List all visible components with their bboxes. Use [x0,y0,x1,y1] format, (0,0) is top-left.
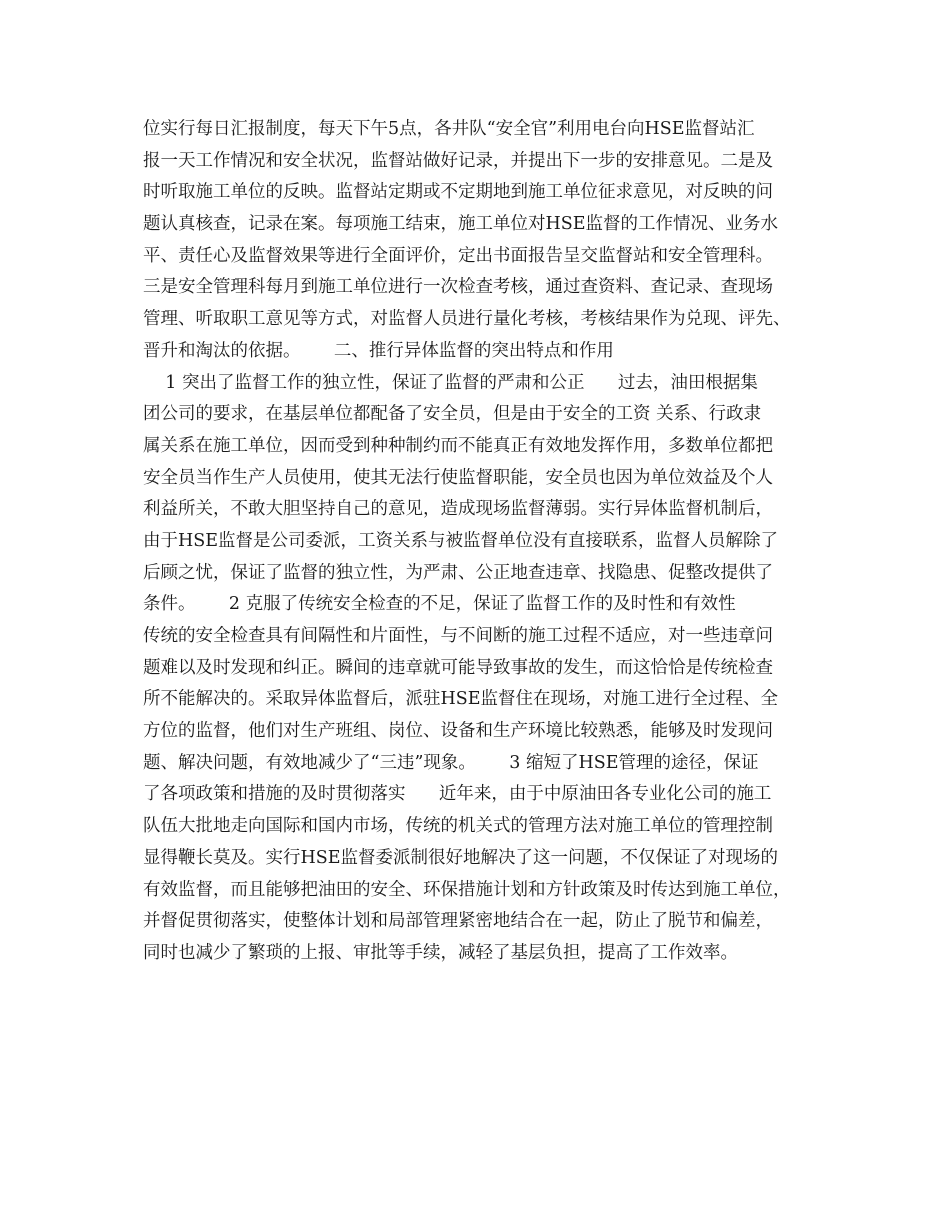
body-text [143,114,833,970]
text-line: 团公司的要求，在基层单位都配备了安全员，但是由于安全的工资 关系、行政隶 [143,404,762,425]
text-line: 位实行每日汇报制度，每天下午5点，各井队“安全官”利用电台向HSE监督站汇 [143,119,755,139]
text-line: 队伍大批地走向国际和国内市场，传统的机关式的管理方法对施工单位的管理控制 [143,816,773,837]
text-line: 平、责任心及监督效果等进行全面评价，定出书面报告呈交监督站和安全管理科。 [143,245,773,266]
text-line: 条件。 2 克服了传统安全检查的不足，保证了监督工作的及时性和有效性 [143,594,736,615]
text-line: 同时也减少了繁琐的上报、审批等手续，减轻了基层负担，提高了工作效率。 [143,942,738,963]
text-line: 1 突出了监督工作的独立性，保证了监督的严肃和公正 过去，油田根据集 [143,372,758,393]
text-line: 有效监督，而且能够把油田的安全、环保措施计划和方针政策及时传达到施工单位， [143,879,791,900]
text-line: 题难以及时发现和纠正。瞬间的违章就可能导致事故的发生，而这恰恰是传统检查 [143,657,773,678]
text-line: 所不能解决的。采取异体监督后，派驻HSE监督住在现场，对施工进行全过程、全 [143,689,779,710]
section-heading-line: 晋升和淘汰的依据。 二、推行异体监督的突出特点和作用 [143,340,614,361]
text-line: 安全员当作生产人员使用，使其无法行使监督职能，安全员也因为单位效益及个人 [143,467,773,488]
text-line: 方位的监督，他们对生产班组、岗位、设备和生产环境比较熟悉，能够及时发现问 [143,721,773,742]
text-line: 题认真核查，记录在案。每项施工结束，施工单位对HSE监督的工作情况、业务水 [143,214,779,235]
text-line: 报一天工作情况和安全状况，监督站做好记录，并提出下一步的安排意见。二是及 [143,150,773,171]
text-line: 后顾之忧，保证了监督的独立性，为严肃、公正地查违章、找隐患、促整改提供了 [143,562,773,583]
text-line: 利益所关，不敢大胆坚持自己的意见，造成现场监督薄弱。实行异体监督机制后， [143,499,773,520]
text-line: 由于HSE监督是公司委派，工资关系与被监督单位没有直接联系，监督人员解除了 [143,530,779,551]
text-line: 题、解决问题，有效地减少了“三违”现象。 3 缩短了HSE管理的途径，保证 [143,752,759,773]
text-line: 属关系在施工单位，因而受到种种制约而不能真正有效地发挥作用，多数单位都把 [143,435,773,456]
text-line: 传统的安全检查具有间隔性和片面性，与不间断的施工过程不适应，对一些违章问 [143,626,773,646]
text-line: 时听取施工单位的反映。监督站定期或不定期地到施工单位征求意见，对反映的问 [143,182,773,203]
text-line: 三是安全管理科每月到施工单位进行一次检查考核，通过查资料、查记录、查现场 [143,277,773,298]
text-line: 显得鞭长莫及。实行HSE监督委派制很好地解决了这一问题，不仅保证了对现场的 [143,847,779,868]
text-line: 了各项政策和措施的及时贯彻落实 近年来，由于中原油田各专业化公司的施工 [143,784,772,805]
text-line: 并督促贯彻落实，使整体计划和局部管理紧密地结合在一起，防止了脱节和偏差， [143,911,773,932]
text-line: 管理、听取职工意见等方式，对监督人员进行量化考核，考核结果作为兑现、评先、 [143,309,791,330]
